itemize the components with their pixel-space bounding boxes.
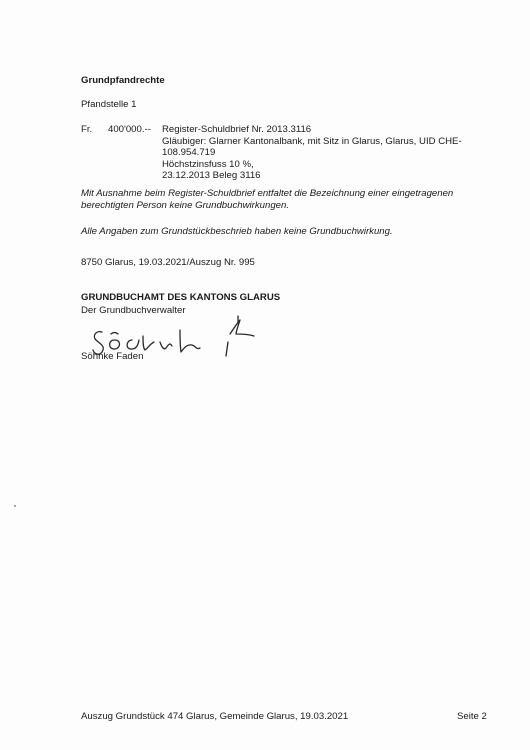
note-schuldbrief	[81, 188, 453, 211]
entry-line: Gläubiger: Glarner Kantonalbank, mit Sitz in Glarus, Glarus, UID CHE-	[162, 135, 462, 147]
authority-name: GRUNDBUCHAMT DES KANTONS GLARUS	[81, 292, 281, 303]
entry-line: Register-Schuldbrief Nr. 2013.3116	[162, 124, 312, 135]
note-line: Mit Ausnahme beim Register-Schuldbrief entfaltet die Bezeichnung einer eingetragenen	[81, 188, 454, 199]
footer-left: Auszug Grundstück 474 Glarus, Gemeinde Glarus, 19.03.2021	[81, 711, 349, 722]
footer-page-number: Seite 2	[457, 711, 487, 722]
note-line: berechtigten Person keine Grundbuchwirkungen.	[81, 199, 289, 211]
authority-role: Der Grundbuchverwalter	[81, 305, 186, 316]
scan-speck	[14, 505, 16, 507]
amount-value: 400'000.--	[108, 124, 151, 135]
entry-details	[162, 124, 462, 182]
currency-label: Fr.	[81, 124, 93, 135]
place-date: 8750 Glarus, 19.03.2021/Auszug Nr. 995	[81, 257, 255, 268]
pfandstelle-label: Pfandstelle 1	[81, 99, 137, 110]
note-grundstueck: Alle Angaben zum Grundstückbeschrieb haben keine Grundbuchwirkung.	[81, 226, 393, 237]
section-heading: Grundpfandrechte	[81, 75, 165, 86]
entry-line: Höchstzinsfuss 10 %,	[162, 158, 254, 170]
entry-line: 108.954.719	[162, 147, 216, 158]
signatory-name: Söhnke Faden	[81, 351, 144, 362]
entry-line: 23.12.2013 Beleg 3116	[162, 170, 261, 181]
